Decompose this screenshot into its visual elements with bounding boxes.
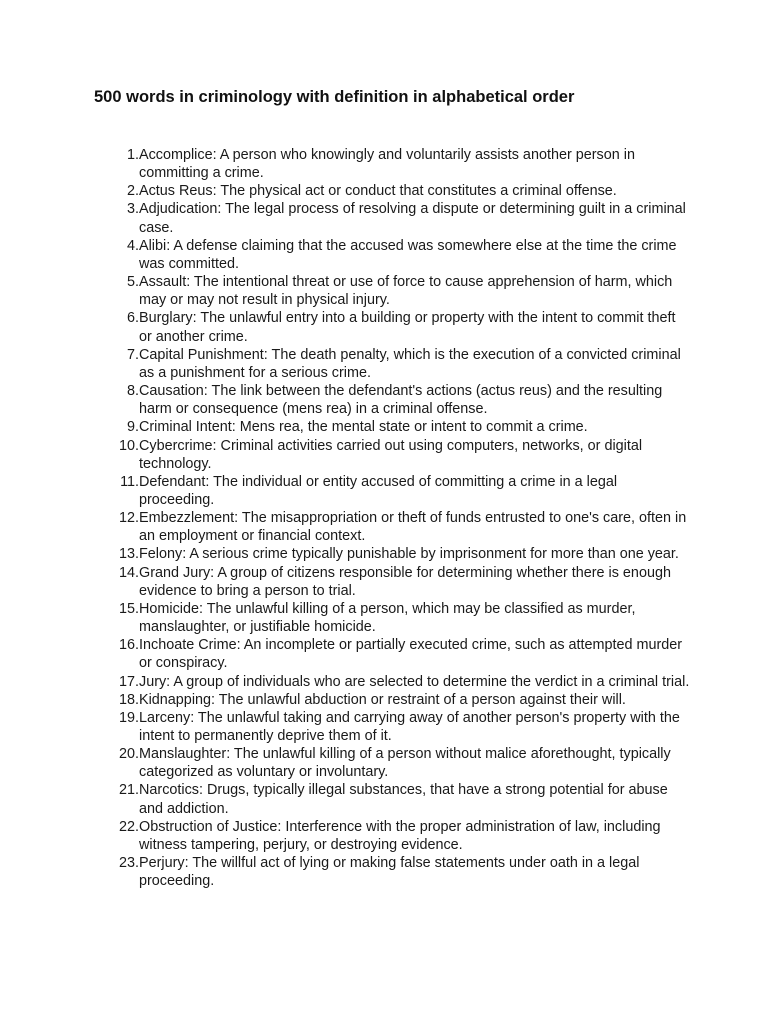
item-definition: Felony: A serious crime typically punishable by imprisonment for more than one year.: [139, 546, 679, 563]
item-definition: Inchoate Crime: An incomplete or partially executed crime, such as attempted murder or conspiracy.: [139, 637, 683, 672]
list-item: [110, 309, 690, 345]
list-item: [110, 854, 690, 890]
item-definition: Homicide: The unlawful killing of a person, which may be classified as murder, manslaughter, or justifiable homicide.: [139, 600, 636, 636]
item-definition: Perjury: The willful act of lying or making false statements under oath in a legal proceeding.: [139, 855, 640, 890]
item-definition: Jury: A group of individuals who are selected to determine the verdict in a criminal trial.: [139, 673, 690, 690]
item-definition: Kidnapping: The unlawful abduction or restraint of a person against their will.: [139, 691, 626, 708]
item-definition: Cybercrime: Criminal activities carried out using computers, networks, or digital technology.: [139, 437, 643, 472]
item-definition: Capital Punishment: The death penalty, which is the execution of a convicted criminal as a punishment for a serious crime.: [139, 346, 681, 381]
item-number: 13.: [118, 546, 139, 563]
item-definition: Narcotics: Drugs, typically illegal substances, that have a strong potential for abuse and addiction.: [139, 782, 668, 817]
list-item: [110, 437, 690, 473]
item-number: 8.: [126, 383, 139, 400]
list-item: [110, 745, 690, 781]
item-number: 18.: [118, 691, 139, 708]
list-item: [110, 564, 690, 600]
item-definition: Manslaughter: The unlawful killing of a person without malice aforethought, typically categorized as voluntary or involuntary.: [139, 746, 671, 781]
item-number: 20.: [118, 746, 139, 763]
list-item: [110, 673, 690, 691]
list-item: [110, 818, 690, 854]
item-definition: Embezzlement: The misappropriation or theft of funds entrusted to one's care, often in an employment or financial context.: [139, 510, 687, 545]
list-item: [110, 182, 690, 200]
list-item: [110, 545, 690, 563]
item-number: 21.: [118, 782, 139, 799]
item-number: 6.: [126, 310, 139, 327]
item-number: 16.: [118, 637, 139, 654]
item-definition: Obstruction of Justice: Interference with the proper administration of law, including witness tampering, perjury, or destroying evidence.: [139, 818, 661, 853]
item-number: 14.: [118, 564, 139, 581]
list-item: [110, 146, 690, 182]
list-item: [110, 273, 690, 309]
item-number: 7.: [126, 346, 139, 363]
list-item: [110, 418, 690, 436]
item-number: 12.: [118, 510, 139, 527]
item-number: 11.: [120, 473, 139, 490]
item-number: 1.: [126, 147, 139, 163]
item-number: 15.: [118, 600, 139, 617]
item-number: 22.: [118, 818, 139, 835]
list-item: [110, 709, 690, 745]
list-item: [110, 600, 690, 636]
item-number: 10.: [118, 437, 139, 454]
item-number: 19.: [118, 709, 139, 726]
item-definition: Defendant: The individual or entity accused of committing a crime in a legal proceeding.: [139, 473, 618, 508]
list-item: [110, 200, 690, 236]
item-number: 17.: [118, 673, 139, 690]
list-item: [110, 237, 690, 273]
list-item: [110, 382, 690, 418]
item-definition: Criminal Intent: Mens rea, the mental state or intent to commit a crime.: [139, 419, 588, 436]
item-number: 5.: [126, 274, 139, 291]
list-item: [110, 473, 690, 509]
item-definition: Causation: The link between the defendant's actions (actus reus) and the resulting harm or consequence (mens rea) in a criminal offense.: [139, 383, 663, 418]
term-list: [110, 146, 690, 890]
item-definition: Alibi: A defense claiming that the accused was somewhere else at the time the crime was committed.: [139, 237, 677, 272]
document-title: 500 words in criminology with definition in alphabetical order: [94, 88, 575, 106]
item-definition: Adjudication: The legal process of resolving a dispute or determining guilt in a criminal case.: [139, 201, 686, 236]
item-definition: Assault: The intentional threat or use of force to cause apprehension of harm, which may or may not result in physical injury.: [139, 274, 673, 309]
list-item: [110, 509, 690, 545]
item-number: 23.: [118, 855, 139, 872]
item-number: 9.: [126, 419, 139, 436]
item-definition: Larceny: The unlawful taking and carrying away of another person's property with the intent to permanently deprive them of it.: [139, 709, 680, 744]
item-number: 4.: [126, 237, 139, 254]
list-item: [110, 691, 690, 709]
item-definition: Grand Jury: A group of citizens responsible for determining whether there is enough evidence to bring a person to trial.: [139, 564, 671, 599]
list-item: [110, 781, 690, 817]
item-definition: Burglary: The unlawful entry into a building or property with the intent to commit theft or another crime.: [139, 310, 676, 345]
item-definition: Actus Reus: The physical act or conduct that constitutes a criminal offense.: [139, 183, 617, 200]
list-item: [110, 636, 690, 672]
item-number: 2.: [126, 183, 139, 200]
list-item: [110, 346, 690, 382]
item-number: 3.: [126, 201, 139, 218]
item-definition: Accomplice: A person who knowingly and voluntarily assists another person in committing a crime.: [139, 147, 635, 182]
